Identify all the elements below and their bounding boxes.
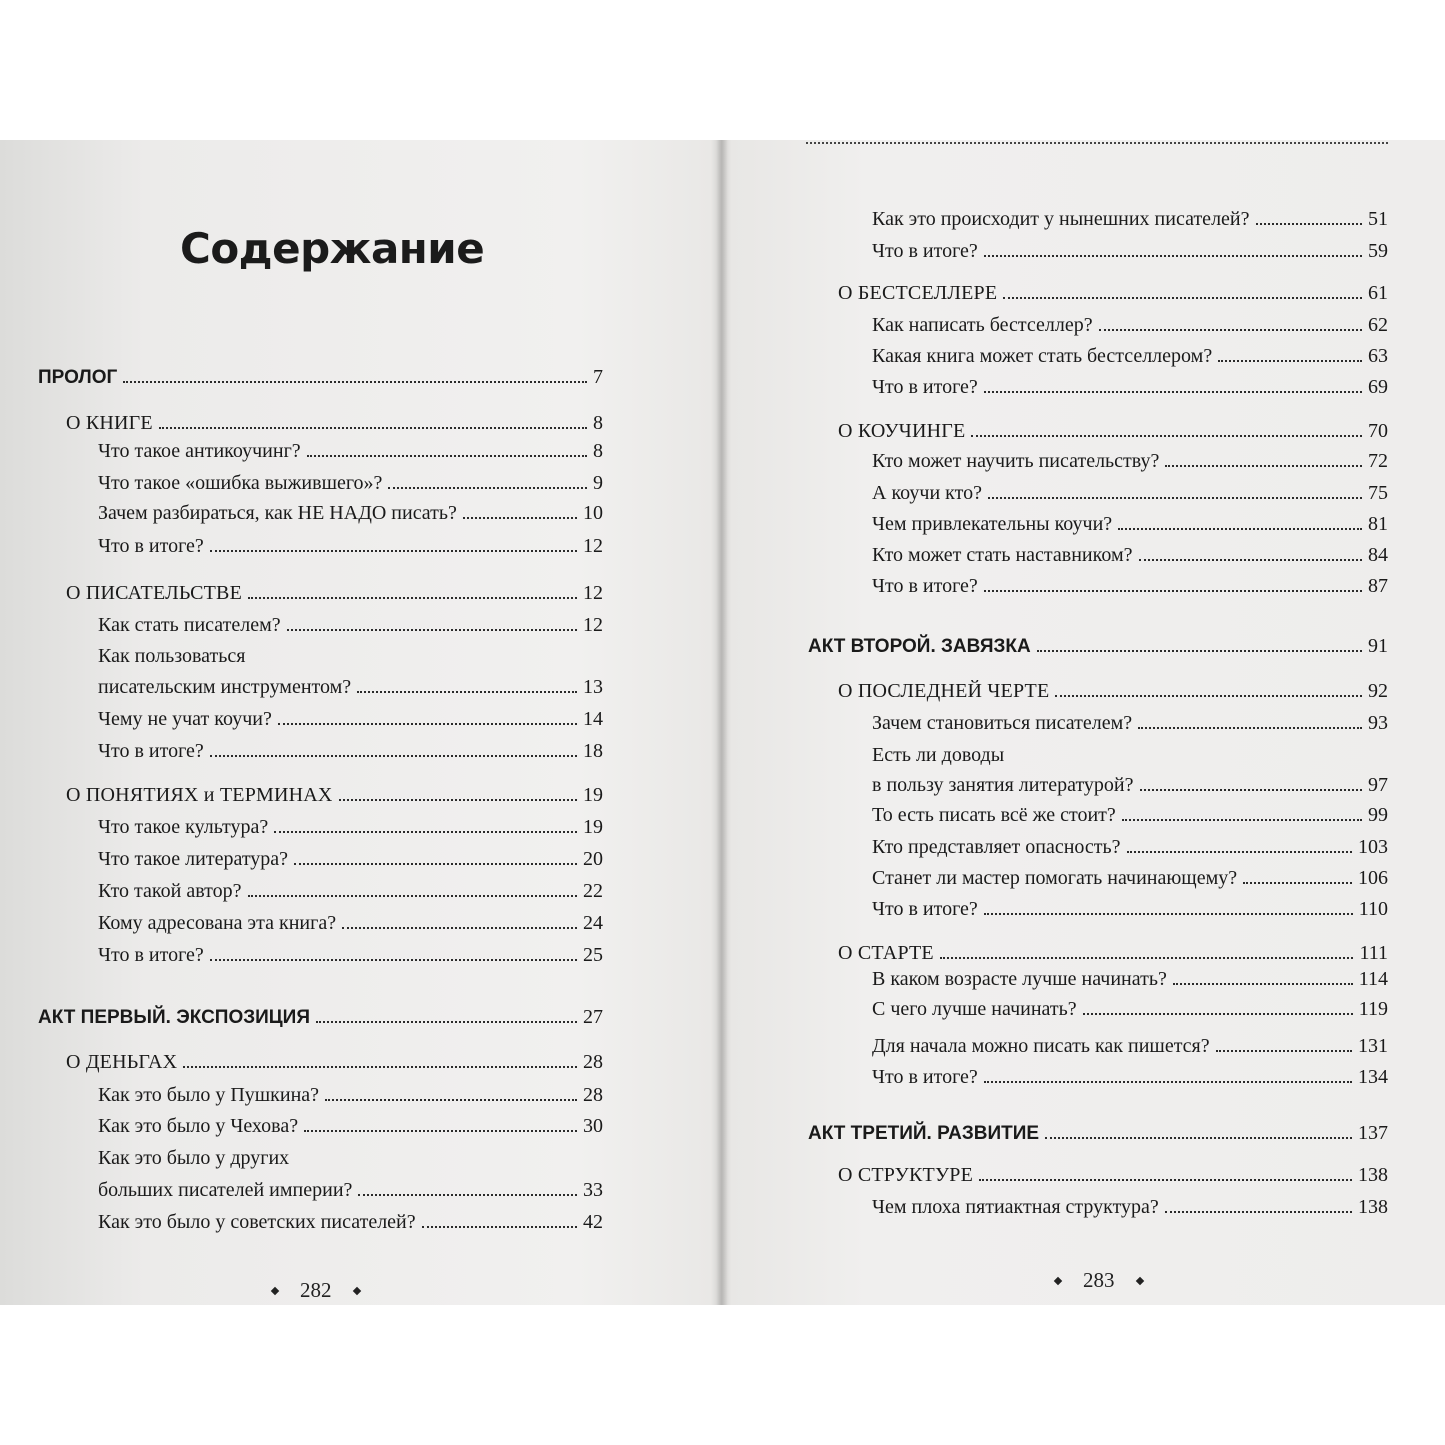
toc-entry-label: Как это было у советских писателей? <box>98 1211 416 1233</box>
toc-entry-page: 22 <box>583 880 603 902</box>
toc-entry-label: Какая книга может стать бестселлером? <box>872 345 1213 367</box>
dot-leader <box>1218 360 1362 362</box>
toc-entry-page: 138 <box>1358 1164 1388 1186</box>
dot-leader <box>248 597 577 599</box>
toc-entry-page: 30 <box>583 1115 603 1137</box>
toc-entry-label: Что такое культура? <box>98 816 269 838</box>
toc-entry-label: Как это было у Пушкина? <box>98 1084 320 1106</box>
dot-leader <box>1118 528 1362 530</box>
toc-entry-label: Кто представляет опасность? <box>872 836 1121 858</box>
toc-entry[interactable] <box>872 800 1388 830</box>
toc-entry-label: О ПОСЛЕДНЕЙ ЧЕРТЕ <box>838 680 1050 702</box>
dot-leader <box>1055 695 1362 697</box>
diamond-ornament-icon <box>352 1286 360 1294</box>
dot-leader <box>278 723 577 725</box>
dot-leader <box>979 1179 1352 1181</box>
toc-entry-label: АКТ ВТОРОЙ. ЗАВЯЗКА <box>808 636 1031 657</box>
toc-entry-page: 12 <box>583 582 603 604</box>
toc-entry[interactable] <box>872 571 1388 601</box>
toc-entry-label: Зачем разбираться, как НЕ НАДО писать? <box>98 502 457 524</box>
toc-entry-label: А коучи кто? <box>872 482 982 504</box>
dot-leader <box>984 1081 1352 1083</box>
toc-entry[interactable] <box>838 1160 1388 1190</box>
diamond-ornament-icon <box>1054 1276 1062 1284</box>
toc-entry-page: 24 <box>583 912 603 934</box>
toc-entry-page: 81 <box>1368 513 1388 535</box>
toc-entry[interactable] <box>838 676 1388 706</box>
dot-leader <box>422 1226 577 1228</box>
dot-leader <box>248 895 578 897</box>
dot-leader <box>358 1194 577 1196</box>
dot-leader <box>1173 983 1353 985</box>
toc-entry-page: 114 <box>1358 968 1388 990</box>
toc-entry[interactable] <box>98 1175 603 1205</box>
toc-entry-label: Что в итоге? <box>872 898 978 920</box>
toc-entry[interactable] <box>872 964 1388 994</box>
toc-entry[interactable] <box>872 478 1388 508</box>
dot-leader <box>988 497 1362 499</box>
dot-leader <box>984 913 1353 915</box>
toc-entry-page: 92 <box>1368 680 1388 702</box>
toc-entry[interactable] <box>872 894 1388 924</box>
toc-entry-label: Что в итоге? <box>98 740 204 762</box>
toc-entry-label: ПРОЛОГ <box>38 367 118 388</box>
dot-leader <box>1127 851 1352 853</box>
toc-entry-page: 110 <box>1358 898 1388 920</box>
toc-entry[interactable] <box>66 408 603 438</box>
toc-entry-page: 13 <box>583 676 603 698</box>
toc-entry[interactable] <box>98 468 603 498</box>
toc-entry-label: О ДЕНЬГАХ <box>66 1051 178 1073</box>
toc-entry-page: 25 <box>583 944 603 966</box>
toc-entry-page: 27 <box>583 1006 603 1028</box>
toc-entry-page: 84 <box>1368 544 1388 566</box>
toc-entry[interactable] <box>872 341 1388 371</box>
dot-leader <box>1037 650 1362 652</box>
toc-entry-page: 99 <box>1368 804 1388 826</box>
dot-leader <box>183 1066 577 1068</box>
toc-entry-label: Что в итоге? <box>872 575 978 597</box>
toc-entry-label: Есть ли доводы <box>872 744 1005 766</box>
toc-entry-page: 69 <box>1368 376 1388 398</box>
toc-entry-page: 134 <box>1358 1066 1388 1088</box>
toc-entry-label: О ПОНЯТИЯХ и ТЕРМИНАХ <box>66 784 333 806</box>
dot-leader <box>940 957 1354 959</box>
toc-entry[interactable] <box>872 540 1388 570</box>
toc-entry-page: 91 <box>1368 635 1388 657</box>
toc-entry-page: 63 <box>1368 345 1388 367</box>
toc-entry-label: О СТАРТЕ <box>838 942 934 964</box>
toc-entry-page: 18 <box>583 740 603 762</box>
toc-entry-page: 93 <box>1368 712 1388 734</box>
toc-entry-label: Кто может научить писательству? <box>872 450 1160 472</box>
dot-leader <box>388 487 587 489</box>
diamond-ornament-icon <box>1135 1276 1143 1284</box>
toc-entry-label: в пользу занятия литературой? <box>872 774 1134 796</box>
toc-entry-page: 19 <box>583 816 603 838</box>
toc-entry-label: АКТ ПЕРВЫЙ. ЭКСПОЗИЦИЯ <box>38 1007 310 1028</box>
toc-entry-page: 14 <box>583 708 603 730</box>
toc-entry-label: АКТ ТРЕТИЙ. РАЗВИТИЕ <box>808 1123 1040 1144</box>
dot-leader <box>294 863 577 865</box>
folio-right <box>1055 1268 1143 1293</box>
toc-entry-page: 75 <box>1368 482 1388 504</box>
toc-entry-page: 70 <box>1368 420 1388 442</box>
toc-entry[interactable] <box>98 1080 603 1110</box>
toc-entry[interactable] <box>872 708 1388 738</box>
toc-entry[interactable] <box>872 310 1388 340</box>
toc-entry-label: Как пользоваться <box>98 645 246 667</box>
toc-entry-page: 137 <box>1358 1122 1388 1144</box>
dot-leader <box>1243 882 1352 884</box>
dot-leader <box>210 755 577 757</box>
dot-leader <box>984 391 1362 393</box>
toc-entry-page: 8 <box>593 412 603 434</box>
toc-entry-label: Зачем становиться писателем? <box>872 712 1133 734</box>
dot-leader <box>316 1021 577 1023</box>
toc-entry-page: 111 <box>1359 942 1388 964</box>
toc-entry-page: 28 <box>583 1084 603 1106</box>
toc-entry[interactable] <box>872 1062 1388 1092</box>
toc-entry-label: Как написать бестселлер? <box>872 314 1093 336</box>
toc-entry[interactable] <box>872 770 1388 800</box>
toc-entry[interactable] <box>66 780 603 810</box>
toc-entry-label: Что в итоге? <box>872 240 978 262</box>
toc-entry-label: О БЕСТСЕЛЛЕРЕ <box>838 282 998 304</box>
toc-entry[interactable] <box>808 1118 1388 1148</box>
toc-entry[interactable] <box>872 994 1388 1024</box>
dot-leader <box>1045 1137 1352 1139</box>
dot-leader <box>1165 465 1362 467</box>
book-gutter <box>716 140 728 1305</box>
toc-entry-page: 62 <box>1368 314 1388 336</box>
toc-entry[interactable] <box>66 578 603 608</box>
toc-entry-page: 51 <box>1368 208 1388 230</box>
toc-entry-label: Что в итоге? <box>872 376 978 398</box>
toc-entry[interactable] <box>98 844 603 874</box>
dot-leader <box>307 455 587 457</box>
toc-entry[interactable] <box>98 1111 603 1141</box>
toc-entry-page: 97 <box>1368 774 1388 796</box>
dot-leader <box>1083 1013 1353 1015</box>
dot-leader <box>123 381 587 383</box>
toc-entry-label: Кто может стать наставником? <box>872 544 1133 566</box>
toc-entry[interactable] <box>98 940 603 970</box>
dot-leader <box>342 927 577 929</box>
toc-entry-label: С чего лучше начинать? <box>872 998 1077 1020</box>
toc-entry-page: 131 <box>1358 1035 1388 1057</box>
toc-entry[interactable] <box>98 704 603 734</box>
toc-entry-label: больших писателей империи? <box>98 1179 353 1201</box>
toc-entry[interactable] <box>38 362 603 392</box>
toc-entry-label: То есть писать всё же стоит? <box>872 804 1116 826</box>
toc-entry-page: 19 <box>583 784 603 806</box>
page-title: Содержание <box>180 224 485 273</box>
toc-entry[interactable] <box>872 509 1388 539</box>
toc-entry[interactable] <box>872 863 1388 893</box>
dot-leader <box>1165 1211 1352 1213</box>
dot-leader <box>210 959 577 961</box>
toc-entry[interactable] <box>98 498 603 528</box>
page-number: 283 <box>1083 1268 1115 1292</box>
toc-entry-label: Чем плоха пятиактная структура? <box>872 1196 1159 1218</box>
toc-entry[interactable] <box>872 446 1388 476</box>
dot-leader <box>159 427 587 429</box>
toc-entry[interactable] <box>872 204 1388 234</box>
toc-entry[interactable] <box>98 812 603 842</box>
toc-entry[interactable] <box>98 736 603 766</box>
toc-entry-page: 12 <box>583 535 603 557</box>
toc-entry[interactable] <box>38 1002 603 1032</box>
toc-entry-label: Для начала можно писать как пишется? <box>872 1035 1210 1057</box>
dot-leader <box>1138 727 1362 729</box>
toc-entry[interactable] <box>838 416 1388 446</box>
toc-entry[interactable] <box>872 372 1388 402</box>
toc-entry-label: Что такое «ошибка выжившего»? <box>98 472 383 494</box>
toc-entry-label: Кому адресована эта книга? <box>98 912 337 934</box>
toc-entry-label: Чем привлекательны коучи? <box>872 513 1113 535</box>
toc-entry-label: Что в итоге? <box>98 944 204 966</box>
toc-entry-label: Что в итоге? <box>98 535 204 557</box>
toc-entry-page: 28 <box>583 1051 603 1073</box>
dot-leader <box>357 691 577 693</box>
dot-leader <box>1140 789 1362 791</box>
toc-entry-label: О КОУЧИНГЕ <box>838 420 966 442</box>
toc-entry-page: 8 <box>593 440 603 462</box>
toc-entry-page: 9 <box>593 472 603 494</box>
toc-entry[interactable] <box>838 278 1388 308</box>
dot-leader <box>1099 329 1362 331</box>
toc-entry-label: Кто такой автор? <box>98 880 242 902</box>
toc-entry[interactable] <box>98 610 603 640</box>
toc-entry[interactable] <box>98 436 603 466</box>
toc-entry-label: Что такое литература? <box>98 848 289 870</box>
toc-entry-label: О КНИГЕ <box>66 412 153 434</box>
toc-entry[interactable] <box>872 1031 1388 1061</box>
toc-entry-page: 12 <box>583 614 603 636</box>
toc-entry[interactable] <box>98 1207 603 1237</box>
toc-entry[interactable] <box>98 876 603 906</box>
toc-entry-label: Что в итоге? <box>872 1066 978 1088</box>
toc-entry-label: Как это было у других <box>98 1147 290 1169</box>
dot-leader <box>1216 1050 1352 1052</box>
dot-leader <box>325 1099 577 1101</box>
toc-entry-label: О ПИСАТЕЛЬСТВЕ <box>66 582 242 604</box>
toc-entry[interactable] <box>98 908 603 938</box>
toc-entry-page: 138 <box>1358 1196 1388 1218</box>
toc-entry-page: 72 <box>1368 450 1388 472</box>
toc-entry-label: Как стать писателем? <box>98 614 281 636</box>
toc-entry-label: Как это было у Чехова? <box>98 1115 299 1137</box>
toc-entry[interactable] <box>872 1192 1388 1222</box>
toc-entry-page: 61 <box>1368 282 1388 304</box>
toc-entry-page: 103 <box>1358 836 1388 858</box>
dot-leader <box>1139 559 1363 561</box>
dot-leader <box>339 799 577 801</box>
toc-entry[interactable] <box>872 832 1388 862</box>
toc-entry[interactable] <box>98 672 603 702</box>
toc-entry[interactable] <box>66 1047 603 1077</box>
toc-entry-label: В каком возрасте лучше начинать? <box>872 968 1167 990</box>
toc-entry-page: 20 <box>583 848 603 870</box>
dot-leader <box>984 590 1362 592</box>
toc-entry-page: 33 <box>583 1179 603 1201</box>
dot-leader <box>1003 297 1362 299</box>
dot-leader <box>210 550 577 552</box>
toc-entry-label: Что такое антикоучинг? <box>98 440 301 462</box>
toc-entry-page: 10 <box>583 502 603 524</box>
dot-leader <box>984 255 1362 257</box>
dot-leader <box>274 831 577 833</box>
dot-leader <box>287 629 577 631</box>
toc-entry-page: 119 <box>1358 998 1388 1020</box>
toc-entry-page: 42 <box>583 1211 603 1233</box>
folio-left <box>272 1278 360 1303</box>
dot-leader <box>463 517 577 519</box>
toc-entry[interactable] <box>808 631 1388 661</box>
dot-leader <box>971 435 1362 437</box>
dot-leader <box>304 1130 577 1132</box>
page-number: 282 <box>300 1278 332 1302</box>
dot-leader <box>1122 819 1362 821</box>
toc-entry-page: 106 <box>1358 867 1388 889</box>
diamond-ornament-icon <box>271 1286 279 1294</box>
toc-entry-page: 87 <box>1368 575 1388 597</box>
toc-entry-label: Станет ли мастер помогать начинающему? <box>872 867 1238 889</box>
dot-leader <box>1256 223 1363 225</box>
toc-entry-label: Чему не учат коучи? <box>98 708 272 730</box>
toc-entry-page: 7 <box>593 366 603 388</box>
toc-entry-label: О СТРУКТУРЕ <box>838 1164 974 1186</box>
running-header-rule <box>806 142 1388 144</box>
toc-entry-label: писательским инструментом? <box>98 676 352 698</box>
toc-entry[interactable] <box>98 531 603 561</box>
toc-entry-label: Как это происходит у нынешних писателей? <box>872 208 1250 230</box>
toc-entry[interactable] <box>872 236 1388 266</box>
toc-entry-page: 59 <box>1368 240 1388 262</box>
